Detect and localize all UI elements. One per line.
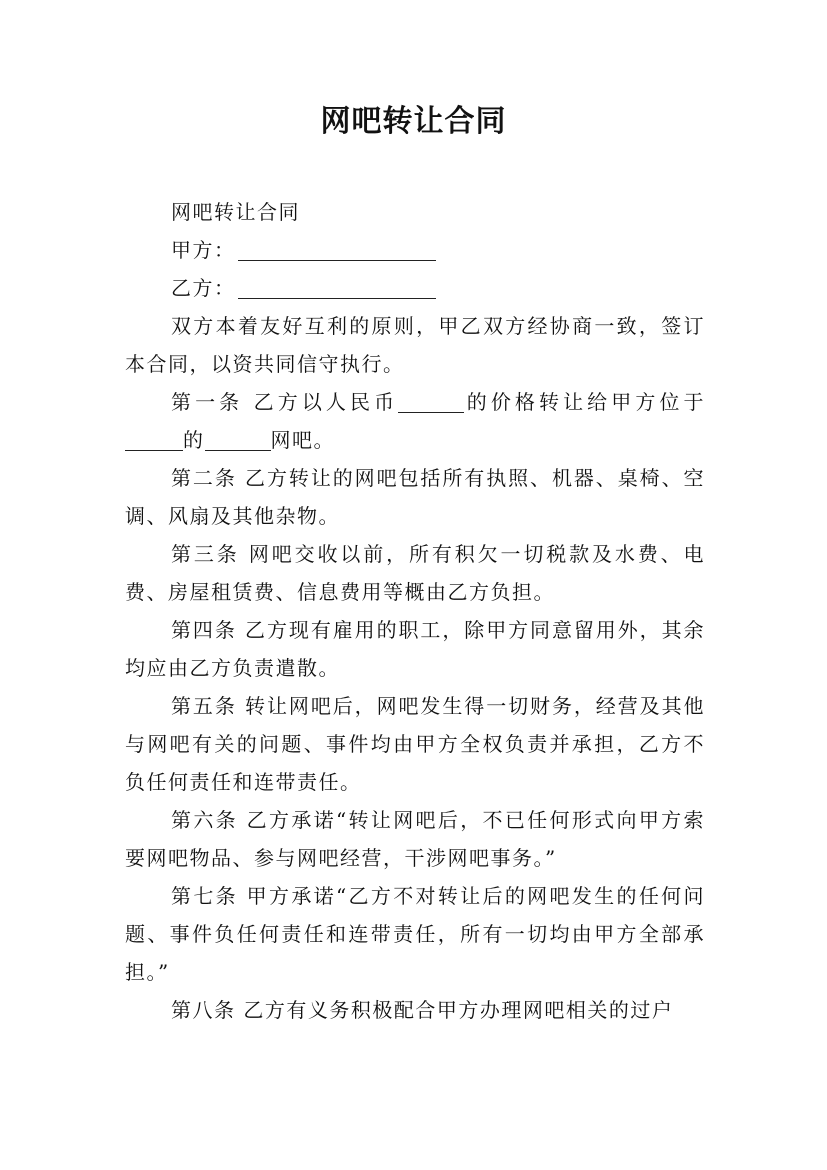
article-5: 第五条 转让网吧后，网吧发生得一切财务，经营及其他与网吧有关的问题、事件均由甲方全权负责并承担，乙方不负任何责任和连带责任。 (125, 694, 705, 794)
party-b-line (125, 269, 705, 307)
article-1-part1: 第一条 乙方以人民币 (171, 390, 399, 414)
article-8: 第八条 乙方有义务积极配合甲方办理网吧相关的过户 (171, 998, 674, 1022)
location-blank (125, 430, 183, 451)
document-body (125, 193, 705, 1029)
article-7: 第七条 甲方承诺“乙方不对转让后的网吧发生的任何问题、事件负任何责任和连带责任，所有一切均由甲方全部承担。” (125, 884, 705, 984)
party-a-blank (238, 240, 436, 261)
name-blank (205, 430, 271, 451)
party-a-label: 甲方： (171, 238, 236, 262)
article-2: 第二条 乙方转让的网吧包括所有执照、机器、桌椅、空调、风扇及其他杂物。 (125, 466, 705, 528)
article-4: 第四条 乙方现有雇用的职工，除甲方同意留用外，其余均应由乙方负责遣散。 (125, 618, 705, 680)
article-6: 第六条 乙方承诺“转让网吧后，不已任何形式向甲方索要网吧物品、参与网吧经营，干涉网吧事务。” (125, 808, 705, 870)
subtitle: 网吧转让合同 (171, 200, 300, 224)
article-3: 第三条 网吧交收以前，所有积欠一切税款及水费、电费、房屋租赁费、信息费用等概由乙方负担。 (125, 542, 705, 604)
party-b-label: 乙方： (171, 276, 236, 300)
article-1 (125, 383, 705, 459)
party-b-blank (238, 278, 436, 299)
article-1-part2: 的价格转让给甲方位于 (464, 390, 706, 414)
article-1-part3: 的 (183, 428, 205, 452)
document-title: 网吧转让合同 (320, 104, 507, 139)
price-blank (398, 392, 464, 413)
article-1-part4: 网吧。 (270, 428, 335, 452)
party-a-line (125, 231, 705, 269)
preamble: 双方本着友好互利的原则，甲乙双方经协商一致，签订本合同，以资共同信守执行。 (125, 314, 705, 376)
